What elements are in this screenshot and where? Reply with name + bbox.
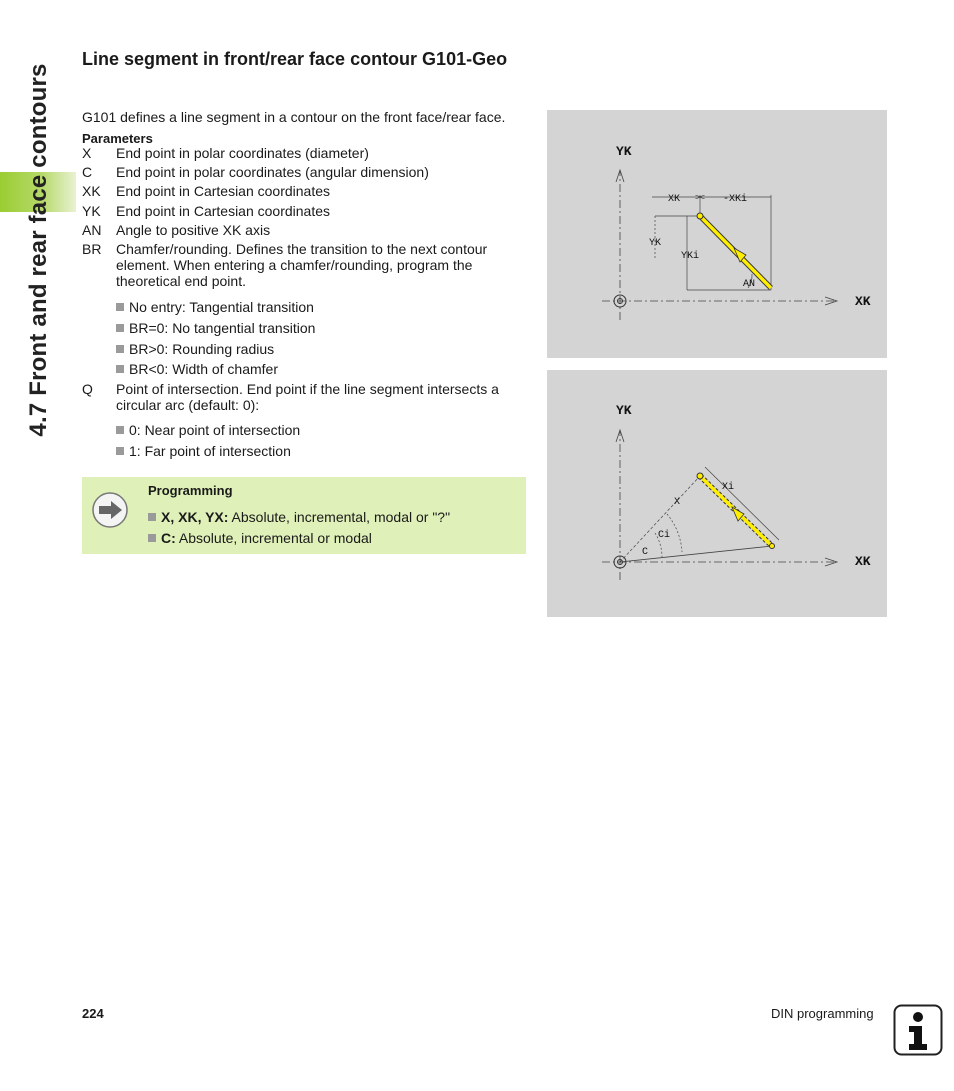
yk-axis-label: YK <box>616 144 632 159</box>
parameters-heading: Parameters <box>82 131 153 146</box>
parameter-key: Q <box>82 381 93 397</box>
br-option: No entry: Tangential transition <box>116 299 314 315</box>
parameter-desc: Angle to positive XK axis <box>116 222 271 238</box>
figure-cartesian-line <box>547 110 887 358</box>
bullet-square-icon <box>116 324 124 332</box>
xk-dimension-label: XK <box>668 194 681 205</box>
footer-chapter: DIN programming <box>771 1006 874 1021</box>
programming-title: Programming <box>148 483 233 498</box>
an-angle-label: AN <box>743 279 756 290</box>
xki-dimension-label: -XKi <box>723 194 748 205</box>
xi-dimension-label: Xi <box>722 482 735 493</box>
x-dimension-label: X <box>674 497 681 508</box>
parameter-desc: End point in Cartesian coordinates <box>116 203 331 219</box>
parameter-desc: End point in polar coordinates (diameter) <box>116 145 369 161</box>
ci-angle-label: Ci <box>658 530 671 541</box>
br-option: BR>0: Rounding radius <box>116 341 274 357</box>
bullet-square-icon <box>148 513 156 521</box>
info-icon <box>893 1004 943 1056</box>
bullet-square-icon <box>116 426 124 434</box>
cartesian-diagram <box>547 110 887 358</box>
page-number: 224 <box>82 1006 104 1021</box>
bullet-square-icon <box>116 345 124 353</box>
parameter-desc: Point of intersection. End point if the line segment intersects a circular arc (default: 0): <box>116 381 499 413</box>
parameter-desc: End point in Cartesian coordinates <box>116 183 331 199</box>
q-option: 1: Far point of intersection <box>116 443 291 459</box>
yk-axis-label: YK <box>616 403 632 418</box>
parameter-key: YK <box>82 203 101 219</box>
bullet-square-icon <box>116 365 124 373</box>
bullet-square-icon <box>148 534 156 542</box>
q-option: 0: Near point of intersection <box>116 422 300 438</box>
section-heading: Line segment in front/rear face contour G101-Geo <box>82 49 508 69</box>
programming-line: C: Absolute, incremental or modal <box>148 530 372 546</box>
figure-polar-line <box>547 370 887 617</box>
parameter-key: X <box>82 145 92 161</box>
parameter-desc: End point in polar coordinates (angular dimension) <box>116 164 429 180</box>
polar-diagram <box>547 370 887 617</box>
programming-note <box>82 477 526 554</box>
bullet-square-icon <box>116 447 124 455</box>
c-angle-label: C <box>642 547 649 558</box>
bullet-square-icon <box>116 303 124 311</box>
xk-axis-label: XK <box>855 294 871 309</box>
parameter-desc: Chamfer/rounding. Defines the transition to the next contour element. When entering a chamfer/rounding, program the theoretical end point. <box>116 241 488 289</box>
parameter-key: BR <box>82 241 102 257</box>
intro-text: G101 defines a line segment in a contour on the front face/rear face. <box>82 109 506 125</box>
arrow-right-icon <box>91 491 129 529</box>
parameter-key: XK <box>82 183 101 199</box>
chapter-side-title: 4.7 Front and rear face contours <box>24 63 52 437</box>
xk-axis-label: XK <box>855 554 871 569</box>
br-option: BR<0: Width of chamfer <box>116 361 278 377</box>
parameter-key: AN <box>82 222 102 238</box>
yki-dimension-label: YKi <box>681 251 700 262</box>
br-option: BR=0: No tangential transition <box>116 320 315 336</box>
yk-dimension-label: YK <box>649 238 662 249</box>
parameter-key: C <box>82 164 93 180</box>
programming-line: X, XK, YX: Absolute, incremental, modal or "?" <box>148 509 450 525</box>
